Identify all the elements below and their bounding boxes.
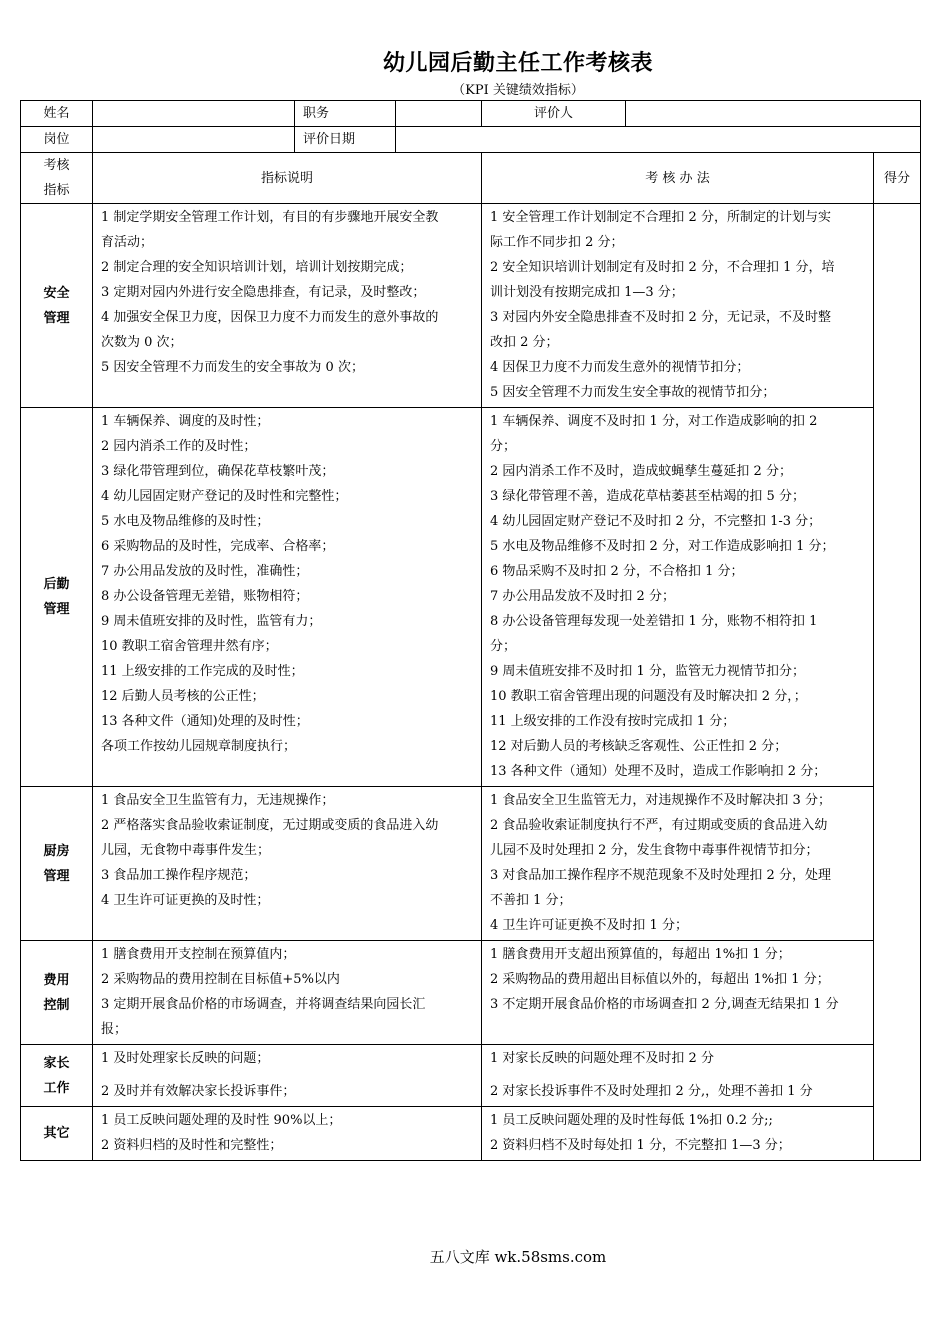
description-line: 儿园，无食物中毒事件发生； (101, 843, 271, 858)
sections-body (21, 204, 921, 1161)
section-category-line: 管理 (43, 602, 70, 617)
description-line: 8 办公设备管理无差错，账物相符； (101, 589, 309, 604)
description-line: 11 上级安排的工作完成的及时性； (101, 664, 304, 679)
section-category-line: 控制 (43, 997, 70, 1013)
section-description (93, 1045, 482, 1107)
section-description (93, 204, 482, 408)
method-line: 1 员工反映问题处理的及时性每低 1%扣 0.2 分;; (490, 1113, 773, 1128)
method-line: 10 教职工宿舍管理出现的问题没有及时解决扣 2 分，； (490, 689, 807, 704)
method-line: 2 资料归档不及时每处扣 1 分，不完整扣 1—3 分； (490, 1138, 791, 1153)
section-row (21, 1107, 921, 1161)
description-line: 9 周未值班安排的及时性，监管有力； (101, 614, 322, 629)
method-line: 8 办公设备管理每发现一处差错扣 1 分，账物不相符扣 1 (490, 614, 818, 629)
section-description (93, 1107, 482, 1161)
description-line: 3 定期开展食品价格的市场调查，并将调查结果向园长汇 (101, 997, 426, 1012)
method-line: 3 对食品加工操作程序不规范现象不及时处理扣 2 分，处理 (490, 868, 831, 883)
method-header: 考 核 办 法 (482, 153, 874, 204)
section-category-line: 安全 (43, 285, 70, 301)
section-category-line: 工作 (43, 1080, 70, 1096)
position-field[interactable] (396, 101, 482, 127)
method-line: 3 不定期开展食品价格的市场调查扣 2 分,调查无结果扣 1 分 (490, 997, 839, 1012)
description-line: 育活动； (101, 235, 154, 250)
post-label: 岗位 (21, 127, 93, 153)
section-method (482, 1045, 874, 1107)
section-row (21, 787, 921, 941)
method-line: 1 对家长反映的问题处理不及时扣 2 分 (490, 1051, 714, 1066)
method-line: 4 幼儿园固定财产登记不及时扣 2 分，不完整扣 1-3 分； (490, 514, 822, 529)
method-line: 不善扣 1 分； (490, 893, 572, 908)
date-label: 评价日期 (295, 127, 396, 153)
description-line: 5 因安全管理不力而发生的安全事故为 0 次； (101, 360, 364, 375)
description-line: 1 制定学期安全管理工作计划，有目的有步骤地开展安全教 (101, 210, 439, 225)
description-line: 13 各种文件（通知)处理的及时性； (101, 714, 309, 729)
header-row-2 (21, 127, 921, 153)
section-row (21, 408, 921, 787)
method-line: 9 周未值班安排不及时扣 1 分，监管无力视情节扣分； (490, 664, 805, 679)
method-line: 分； (490, 439, 517, 454)
method-line: 1 车辆保养、调度不及时扣 1 分，对工作造成影响的扣 2 (490, 414, 818, 429)
date-field[interactable] (396, 127, 921, 153)
section-category (21, 941, 93, 1045)
indicator-header-line-1: 考核 (43, 158, 70, 173)
section-row (21, 1045, 921, 1107)
method-line: 1 食品安全卫生监管无力，对违规操作不及时解决扣 3 分； (490, 793, 831, 808)
evaluator-field[interactable] (626, 101, 921, 127)
method-line: 7 办公用品发放不及时扣 2 分； (490, 589, 675, 604)
section-method (482, 1107, 874, 1161)
post-field[interactable] (93, 127, 295, 153)
description-line: 1 及时处理家长反映的问题； (101, 1051, 270, 1066)
method-line: 2 对家长投诉事件不及时处理扣 2 分,，处理不善扣 1 分 (490, 1084, 813, 1099)
section-description (93, 787, 482, 941)
section-category (21, 1045, 93, 1107)
method-line: 5 因安全管理不力而发生安全事故的视情节扣分； (490, 385, 776, 400)
description-line: 1 员工反映问题处理的及时性 90%以上； (101, 1113, 342, 1128)
section-category-line: 家长 (43, 1055, 70, 1071)
description-line: 1 膳食费用开支控制在预算值内； (101, 947, 296, 962)
description-line: 4 加强安全保卫力度，因保卫力度不力而发生的意外事故的 (101, 310, 439, 325)
section-row (21, 204, 921, 408)
description-line: 7 办公用品发放的及时性，准确性； (101, 564, 309, 579)
header-row-1 (21, 101, 921, 127)
method-line: 2 食品验收索证制度执行不严，有过期或变质的食品进入幼 (490, 818, 828, 833)
description-line: 1 食品安全卫生监管有力，无违规操作； (101, 793, 335, 808)
section-category-line: 费用 (43, 972, 70, 988)
description-line: 5 水电及物品维修的及时性； (101, 514, 270, 529)
score-field[interactable] (874, 204, 921, 1161)
description-line: 10 教职工宿舍管理井然有序； (101, 639, 278, 654)
score-header: 得分 (874, 153, 921, 204)
section-method (482, 408, 874, 787)
description-line: 3 定期对园内外进行安全隐患排查，有记录，及时整改； (101, 285, 426, 300)
position-label: 职务 (295, 101, 396, 127)
section-category-line: 其它 (43, 1126, 70, 1141)
section-category (21, 204, 93, 408)
footer-watermark: 五八文库 wk.58sms.com (429, 1248, 607, 1266)
description-line: 报； (101, 1022, 128, 1037)
section-row (21, 941, 921, 1045)
method-line: 改扣 2 分； (490, 335, 559, 350)
column-header-row (21, 153, 921, 204)
section-method (482, 941, 874, 1045)
section-category (21, 408, 93, 787)
method-line: 分； (490, 639, 517, 654)
description-line: 各项工作按幼儿园规章制度执行； (101, 739, 297, 754)
method-line: 2 安全知识培训计划制定有及时扣 2 分，不合理扣 1 分，培 (490, 260, 835, 275)
description-line: 2 制定合理的安全知识培训计划，培训计划按期完成； (101, 260, 413, 275)
method-line: 13 各种文件（通知）处理不及时，造成工作影响扣 2 分； (490, 764, 827, 779)
section-category-line: 管理 (43, 310, 70, 326)
name-label: 姓名 (21, 101, 93, 127)
method-line: 2 采购物品的费用超出目标值以外的，每超出 1%扣 1 分； (490, 972, 830, 987)
method-line: 6 物品采购不及时扣 2 分，不合格扣 1 分； (490, 564, 744, 579)
section-category (21, 787, 93, 941)
description-line: 3 食品加工操作程序规范； (101, 868, 257, 883)
page-subtitle: （KPI 关键绩效指标） (452, 83, 584, 98)
description-line: 2 及时并有效解决家长投诉事件； (101, 1084, 296, 1099)
indicator-header-line-2: 指标 (43, 183, 70, 198)
description-line: 2 资料归档的及时性和完整性； (101, 1138, 283, 1153)
section-description (93, 941, 482, 1045)
method-line: 4 因保卫力度不力而发生意外的视情节扣分； (490, 360, 750, 375)
description-header: 指标说明 (93, 153, 482, 204)
description-line: 3 绿化带管理到位，确保花草枝繁叶茂； (101, 464, 335, 479)
section-category-line: 厨房 (43, 843, 70, 859)
description-line: 1 车辆保养、调度的及时性； (101, 414, 270, 429)
name-field[interactable] (93, 101, 295, 127)
method-line: 1 膳食费用开支超出预算值的，每超出 1%扣 1 分； (490, 947, 791, 962)
evaluation-table (20, 100, 921, 1161)
description-line: 2 严格落实食品验收索证制度，无过期或变质的食品进入幼 (101, 818, 439, 833)
method-line: 4 卫生许可证更换不及时扣 1 分； (490, 918, 688, 933)
section-category (21, 1107, 93, 1161)
description-line: 次数为 0 次； (101, 335, 183, 350)
method-line: 3 对园内外安全隐患排查不及时扣 2 分，无记录，不及时整 (490, 310, 831, 325)
evaluator-label: 评价人 (482, 101, 626, 127)
description-line: 2 采购物品的费用控制在目标值+5%以内 (101, 972, 340, 987)
section-category-line: 管理 (43, 868, 70, 884)
method-line: 儿园不及时处理扣 2 分，发生食物中毒事件视情节扣分； (490, 843, 819, 858)
section-method (482, 787, 874, 941)
method-line: 3 绿化带管理不善，造成花草枯萎甚至枯竭的扣 5 分； (490, 489, 805, 504)
method-line: 际工作不同步扣 2 分； (490, 235, 624, 250)
method-line: 5 水电及物品维修不及时扣 2 分，对工作造成影响扣 1 分； (490, 539, 835, 554)
section-category-line: 后勤 (43, 577, 70, 592)
description-line: 4 幼儿园固定财产登记的及时性和完整性； (101, 489, 348, 504)
indicator-header (21, 153, 93, 204)
section-method (482, 204, 874, 408)
description-line: 6 采购物品的及时性，完成率、合格率； (101, 539, 335, 554)
method-line: 11 上级安排的工作没有按时完成扣 1 分； (490, 714, 736, 729)
method-line: 2 园内消杀工作不及时，造成蚊蝇孳生蔓延扣 2 分； (490, 464, 792, 479)
section-description (93, 408, 482, 787)
description-line: 4 卫生许可证更换的及时性； (101, 893, 270, 908)
method-line: 12 对后勤人员的考核缺乏客观性、公正性扣 2 分； (490, 739, 788, 754)
method-line: 训计划没有按期完成扣 1—3 分； (490, 285, 684, 300)
page-title: 幼儿园后勤主任工作考核表 (382, 51, 653, 76)
method-line: 1 安全管理工作计划制定不合理扣 2 分，所制定的计划与实 (490, 210, 831, 225)
description-line: 2 园内消杀工作的及时性； (101, 439, 257, 454)
description-line: 12 后勤人员考核的公正性； (101, 689, 265, 704)
